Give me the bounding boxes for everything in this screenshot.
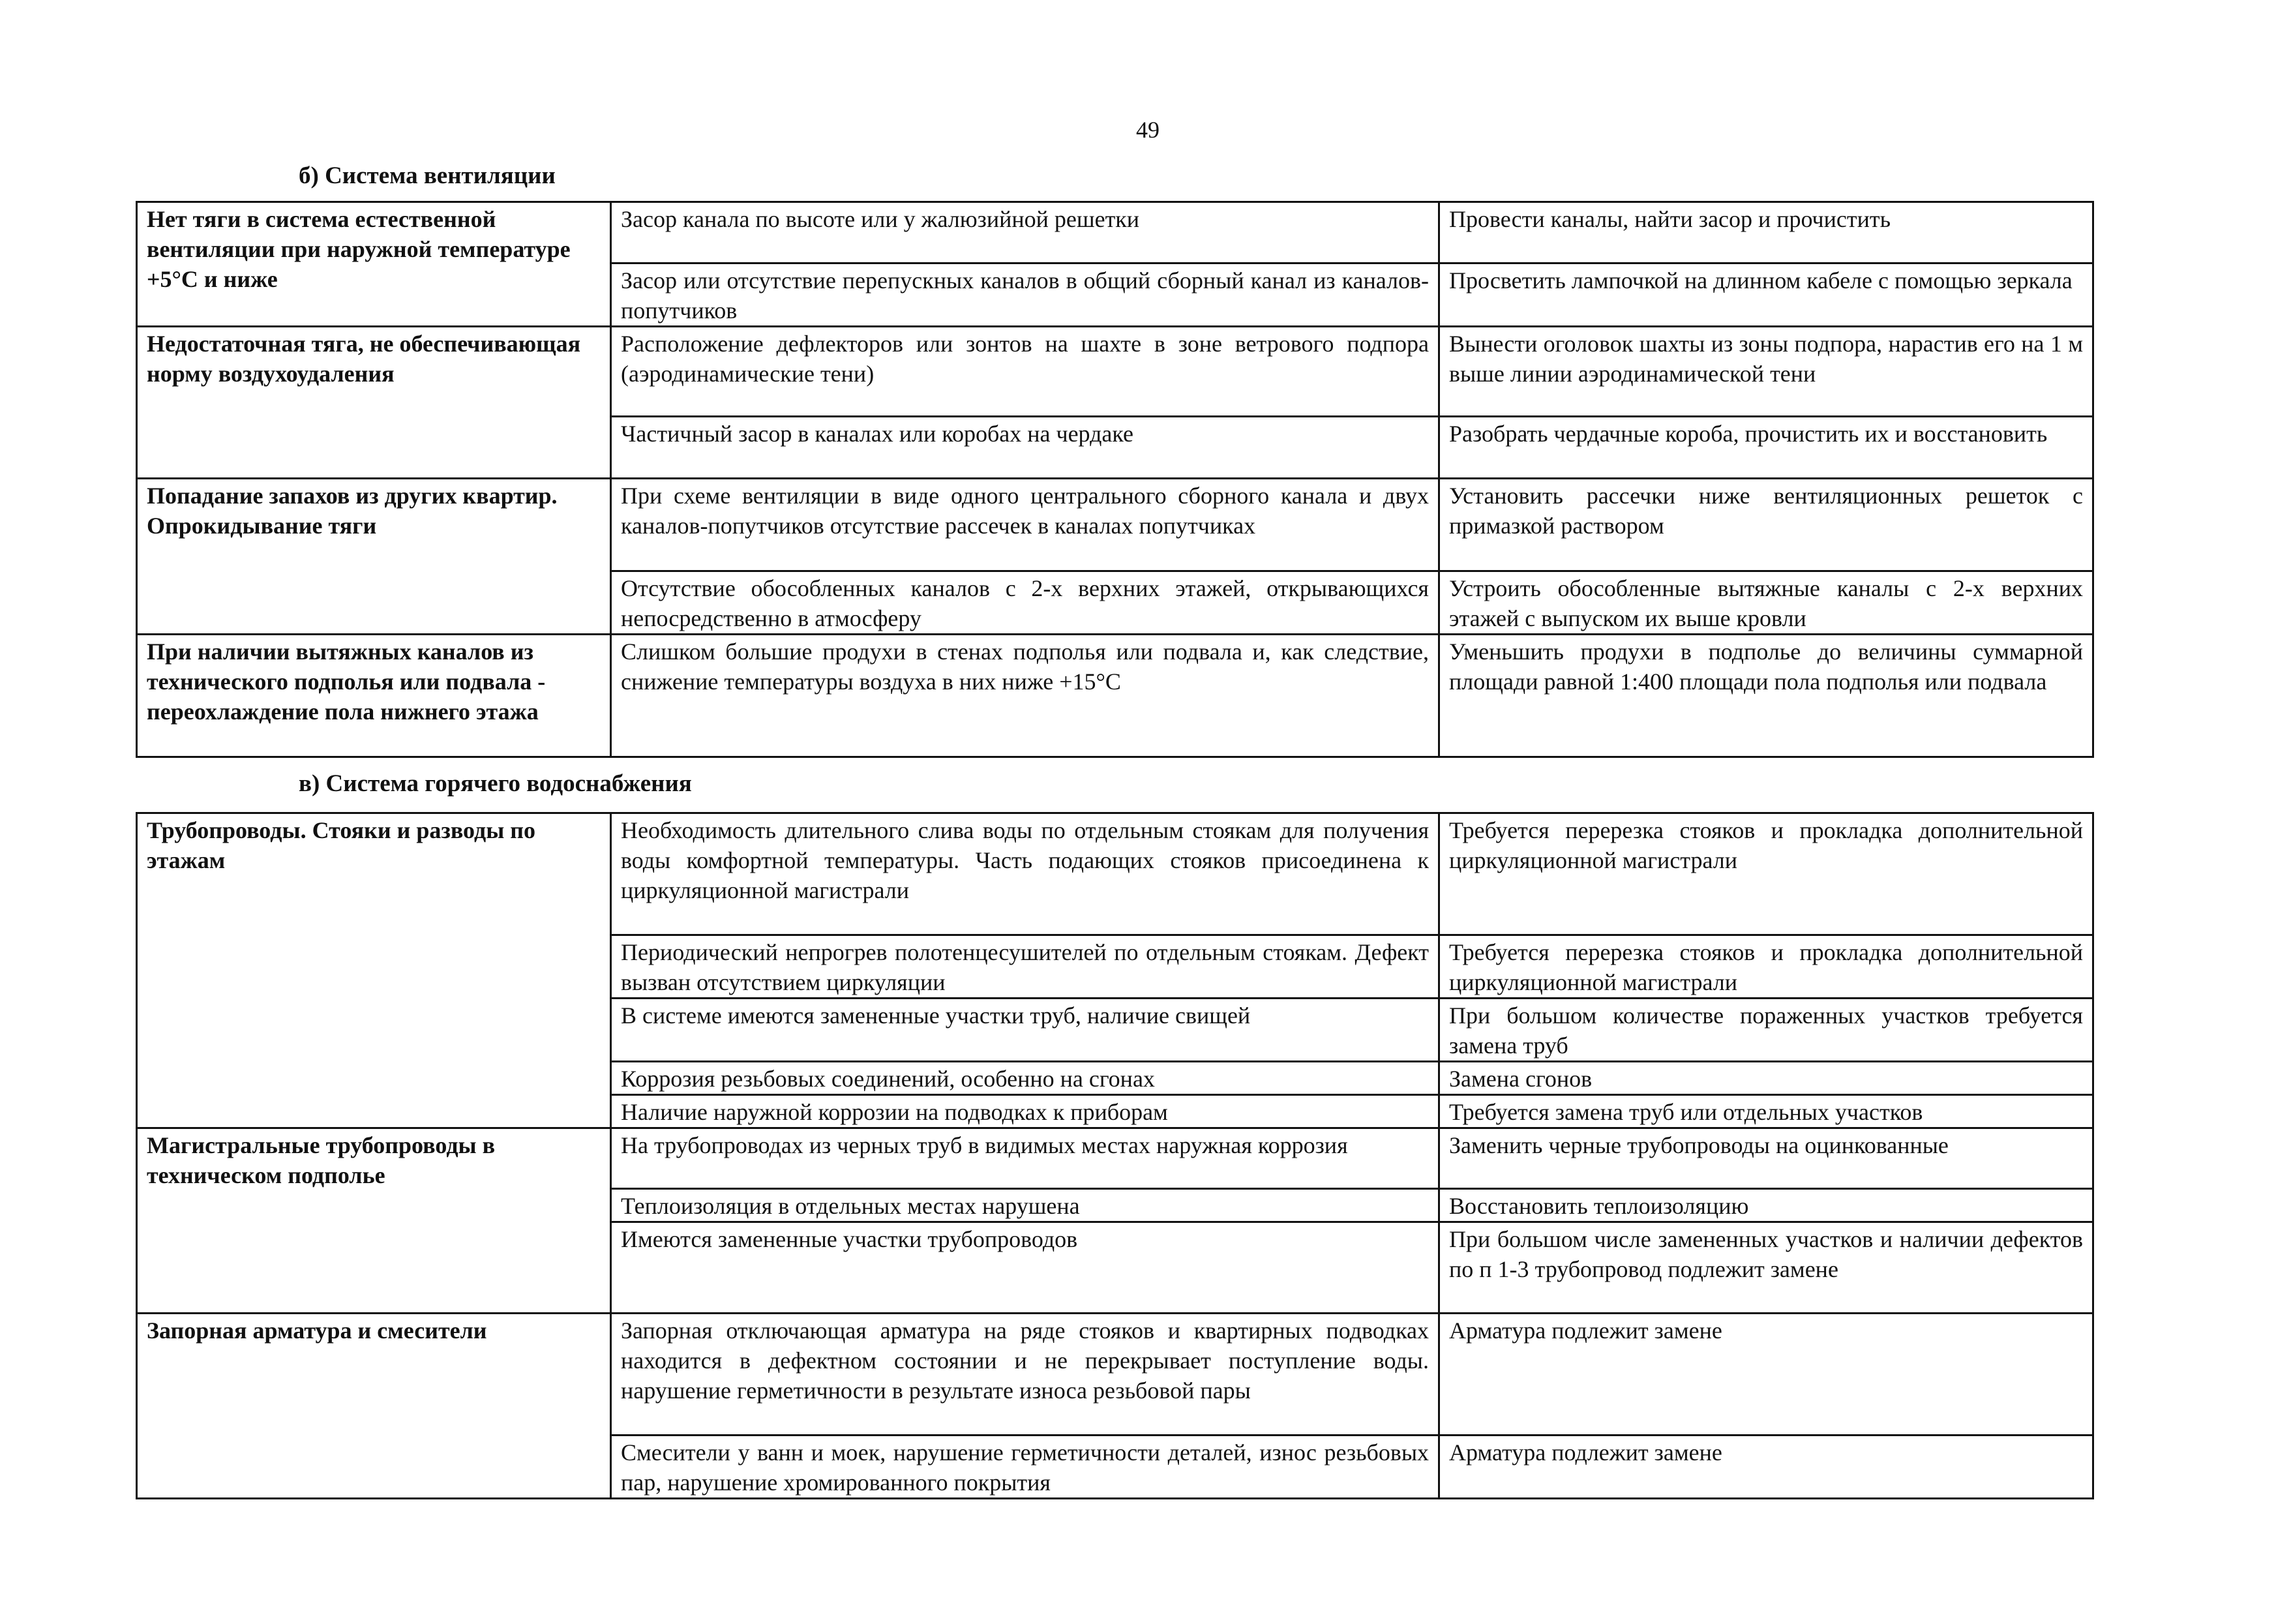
- remedy-cell: При большом количестве пораженных участков требуется замена труб: [1439, 999, 2093, 1062]
- table-row: [137, 202, 2093, 263]
- remedy-cell: Требуется перерезка стояков и прокладка дополнительной циркуляционной магистрали: [1439, 935, 2093, 999]
- remedy-cell: Арматура подлежит замене: [1439, 1436, 2093, 1499]
- problem-cell: Запорная арматура и смесители: [137, 1314, 611, 1499]
- remedy-cell: Вынести оголовок шахты из зоны подпора, нарастив его на 1 м выше линии аэродинамической тени: [1439, 327, 2093, 417]
- remedy-cell: Уменьшить продухи в подполье до величины суммарной площади равной 1:400 площади пола подполья или подвала: [1439, 635, 2093, 757]
- table-row: [137, 479, 2093, 571]
- table-row: [137, 635, 2093, 757]
- hot-water-table: [136, 812, 2094, 1499]
- cause-cell: Имеются замененные участки трубопроводов: [611, 1222, 1439, 1314]
- remedy-cell: Заменить черные трубопроводы на оцинкованные: [1439, 1128, 2093, 1189]
- remedy-cell: Арматура подлежит замене: [1439, 1314, 2093, 1436]
- table-row: [137, 327, 2093, 417]
- page-number: 49: [1136, 117, 1160, 143]
- cause-cell: Необходимость длительного слива воды по отдельным стоякам для получения воды комфортной температуры. Часть подающих стояков присоединена к циркуляционной магистрали: [611, 813, 1439, 935]
- remedy-cell: Замена сгонов: [1439, 1062, 2093, 1095]
- cause-cell: Засор канала по высоте или у жалюзийной решетки: [611, 202, 1439, 263]
- section-title-ventilation: б) Система вентиляции: [299, 162, 556, 189]
- cause-cell: При схеме вентиляции в виде одного центрального сборного канала и двух каналов-попутчиков отсутствие рассечек в каналах попутчиках: [611, 479, 1439, 571]
- problem-cell: При наличии вытяжных каналов из технического подполья или подвала - переохлаждение пола нижнего этажа: [137, 635, 611, 757]
- section-title-hot-water: в) Система горячего водоснабжения: [299, 770, 692, 797]
- remedy-cell: Разобрать чердачные короба, прочистить их и восстановить: [1439, 417, 2093, 479]
- cause-cell: Периодический непрогрев полотенцесушителей по отдельным стоякам. Дефект вызван отсутствием циркуляции: [611, 935, 1439, 999]
- problem-cell: Магистральные трубопроводы в техническом подполье: [137, 1128, 611, 1314]
- cause-cell: Запорная отключающая арматура на ряде стояков и квартирных подводках находится в дефектном состоянии и не перекрывает поступление воды. нарушение герметичности в результате износа резьбовой пары: [611, 1314, 1439, 1436]
- remedy-cell: Провести каналы, найти засор и прочистить: [1439, 202, 2093, 263]
- remedy-cell: При большом числе замененных участков и наличии дефектов по п 1-3 трубопровод подлежит замене: [1439, 1222, 2093, 1314]
- table-row: [137, 813, 2093, 935]
- ventilation-table: [136, 201, 2094, 758]
- cause-cell: Засор или отсутствие перепускных каналов в общий сборный канал из каналов-попутчиков: [611, 263, 1439, 327]
- remedy-cell: Требуется перерезка стояков и прокладка дополнительной циркуляционной магистрали: [1439, 813, 2093, 935]
- cause-cell: В системе имеются замененные участки труб, наличие свищей: [611, 999, 1439, 1062]
- table-row: [137, 1128, 2093, 1189]
- cause-cell: На трубопроводах из черных труб в видимых местах наружная коррозия: [611, 1128, 1439, 1189]
- cause-cell: Частичный засор в каналах или коробах на чердаке: [611, 417, 1439, 479]
- cause-cell: Слишком большие продухи в стенах подполья или подвала и, как следствие, снижение температуры воздуха в них ниже +15°С: [611, 635, 1439, 757]
- remedy-cell: Установить рассечки ниже вентиляционных решеток с примазкой раствором: [1439, 479, 2093, 571]
- problem-cell: Недостаточная тяга, не обеспечивающая норму воздухоудаления: [137, 327, 611, 479]
- remedy-cell: Просветить лампочкой на длинном кабеле с помощью зеркала: [1439, 263, 2093, 327]
- remedy-cell: Восстановить теплоизоляцию: [1439, 1189, 2093, 1222]
- cause-cell: Расположение дефлекторов или зонтов на шахте в зоне ветрового подпора (аэродинамические тени): [611, 327, 1439, 417]
- cause-cell: Теплоизоляция в отдельных местах нарушена: [611, 1189, 1439, 1222]
- cause-cell: Наличие наружной коррозии на подводках к приборам: [611, 1095, 1439, 1128]
- cause-cell: Смесители у ванн и моек, нарушение герметичности деталей, износ резьбовых пар, нарушение хромированного покрытия: [611, 1436, 1439, 1499]
- problem-cell: Попадание запахов из других квартир. Опрокидывание тяги: [137, 479, 611, 635]
- cause-cell: Отсутствие обособленных каналов с 2-х верхних этажей, открывающихся непосредственно в атмосферу: [611, 571, 1439, 635]
- problem-cell: Трубопроводы. Стояки и разводы по этажам: [137, 813, 611, 1128]
- problem-cell: Нет тяги в система естественной вентиляции при наружной температуре +5°С и ниже: [137, 202, 611, 327]
- remedy-cell: Устроить обособленные вытяжные каналы с 2-х верхних этажей с выпуском их выше кровли: [1439, 571, 2093, 635]
- table-row: [137, 1314, 2093, 1436]
- remedy-cell: Требуется замена труб или отдельных участков: [1439, 1095, 2093, 1128]
- cause-cell: Коррозия резьбовых соединений, особенно на сгонах: [611, 1062, 1439, 1095]
